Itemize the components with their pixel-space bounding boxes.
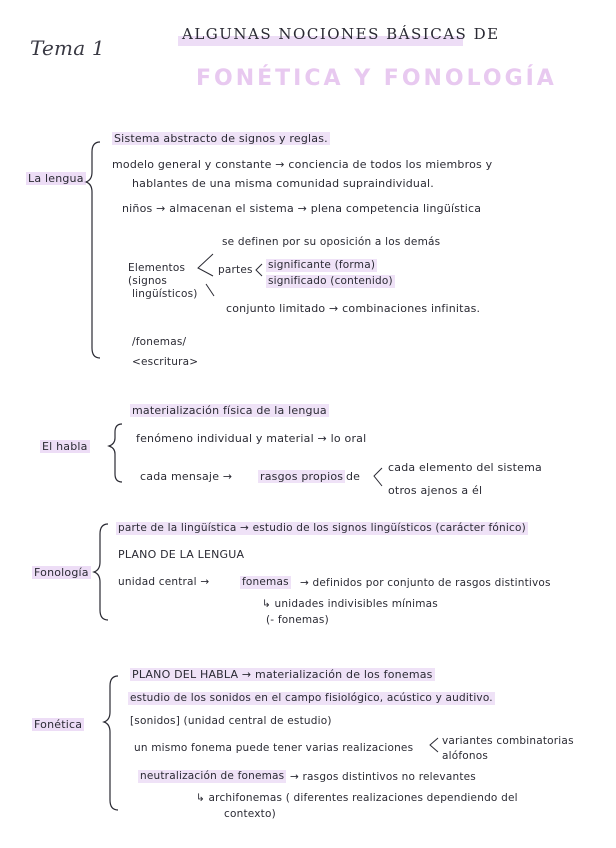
lengua-line-4: niños → almacenan el sistema → plena competencia lingüística	[122, 202, 482, 215]
fonetica-branch-1: variantes combinatorias	[442, 735, 574, 747]
fonetica-line-4: un mismo fonema puede tener varias realizaciones	[134, 742, 414, 754]
habla-branch-2: otros ajenos a él	[388, 484, 483, 497]
fonetica-line-7: contexto)	[224, 808, 276, 820]
lengua-brace	[86, 142, 100, 358]
fonologia-line-2: PLANO DE LA LENGUA	[118, 548, 245, 561]
habla-line-2: fenómeno individual y material → lo oral	[136, 432, 367, 445]
lengua-line-2: modelo general y constante → conciencia de todos los miembros y	[112, 158, 493, 171]
section-label-fonetica: Fonética	[34, 718, 83, 731]
fonologia-line-5: (- fonemas)	[266, 614, 329, 626]
fonetica-line-3: [sonidos] (unidad central de estudio)	[130, 715, 332, 727]
section-label-lengua: La lengua	[28, 172, 84, 185]
section-label-habla: El habla	[42, 440, 88, 453]
habla-de: de	[346, 470, 361, 483]
fonologia-line-3c: → definidos por conjunto de rasgos distintivos	[300, 577, 551, 589]
fonetica-line-1: PLANO DEL HABLA → materialización de los fonemas	[132, 668, 433, 681]
fonologia-line-1: parte de la lingüística → estudio de los signos lingüísticos (carácter fónico)	[118, 522, 526, 534]
fonetica-line-2: estudio de los sonidos en el campo fisiológico, acústico y auditivo.	[130, 692, 493, 704]
habla-line-3a: cada mensaje →	[140, 470, 233, 483]
tema-heading: Tema 1	[30, 36, 105, 60]
escritura-notation: <escritura>	[132, 356, 199, 368]
fonologia-fonemas: fonemas	[242, 576, 289, 588]
partes-label: partes	[218, 264, 253, 276]
elementos-label-2: (signos	[128, 275, 168, 287]
habla-brace	[109, 424, 122, 482]
fonemas-notation: /fonemas/	[132, 336, 187, 348]
section-label-fonologia: Fonología	[34, 566, 89, 579]
fonologia-brace	[94, 524, 108, 620]
elementos-brace	[198, 254, 213, 276]
fonetica-line-5b: → rasgos distintivos no relevantes	[290, 771, 476, 783]
partes-brace	[256, 264, 262, 276]
habla-branch-1: cada elemento del sistema	[388, 461, 542, 474]
realizaciones-brace	[430, 738, 438, 752]
habla-rasgos-propios: rasgos propios	[260, 470, 344, 483]
elementos-label-1: Elementos	[128, 262, 186, 274]
fonetica-line-6: ↳ archifonemas ( diferentes realizaciones dependiendo del	[196, 792, 518, 804]
conjunto-limitado: conjunto limitado → combinaciones infinitas.	[226, 302, 481, 315]
lengua-oposicion: se definen por su oposición a los demás	[222, 236, 441, 248]
fonetica-neutralizacion: neutralización de fonemas	[140, 770, 285, 782]
lengua-line-1: Sistema abstracto de signos y reglas.	[114, 132, 328, 145]
significado: significado (contenido)	[268, 275, 393, 287]
elementos-label-3: lingüísticos)	[132, 288, 198, 300]
fonologia-line-4: ↳ unidades indivisibles mínimas	[262, 598, 438, 610]
fonetica-brace	[104, 676, 118, 810]
fonetica-branch-2: alófonos	[442, 750, 489, 762]
page-title: ALGUNAS NOCIONES BÁSICAS DE	[182, 25, 500, 43]
de-brace	[374, 468, 382, 486]
fonologia-line-3a: unidad central →	[118, 576, 210, 588]
lengua-line-3: hablantes de una misma comunidad supraindividual.	[132, 177, 434, 190]
page-subtitle: FONÉTICA Y FONOLOGÍA	[196, 66, 557, 91]
significante: significante (forma)	[268, 259, 376, 271]
habla-line-1: materialización física de la lengua	[132, 404, 327, 417]
elementos-brace-lower	[206, 284, 214, 296]
